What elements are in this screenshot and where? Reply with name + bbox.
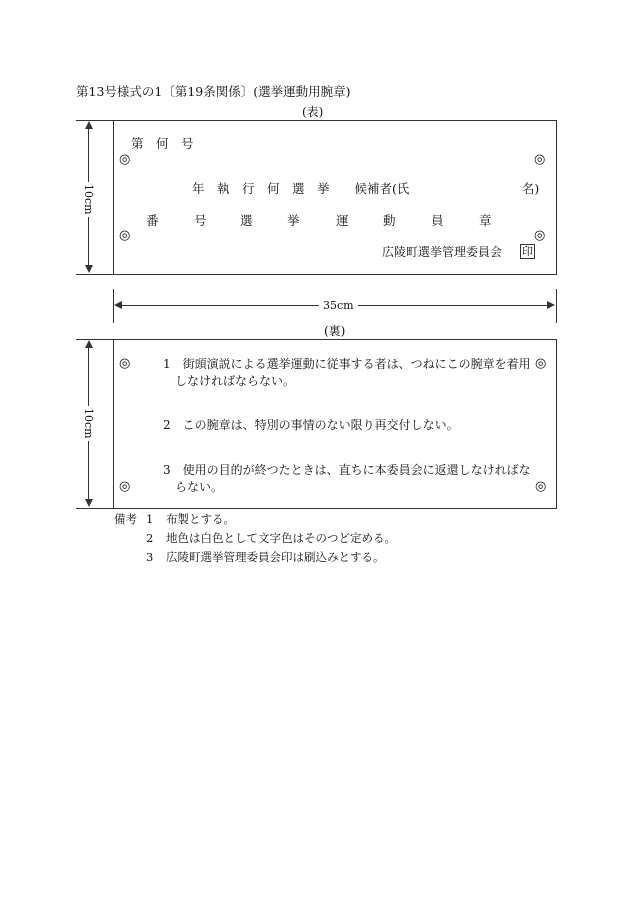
back-item-1-line-2: しなければならない。 <box>175 374 296 388</box>
arrow-down-icon <box>85 499 93 507</box>
remark-text: 広陵町選挙管理委員会印は刷込みとする。 <box>166 550 385 564</box>
arrow-down-icon <box>85 265 93 273</box>
remark-text: 地色は白色として文字色はそのつど定める。 <box>166 531 396 545</box>
back-item-3-line-2: らない。 <box>175 480 224 494</box>
armband-char: 番 <box>146 213 159 228</box>
front-election-line: 年 執 行 何 選 挙 候補者(氏 名) <box>192 181 540 196</box>
armband-back <box>113 339 557 509</box>
arrow-up-icon <box>85 121 93 129</box>
back-item-2: 2 この腕章は、特別の事情のない限り再交付しない。 <box>163 418 459 432</box>
remark-number: 2 <box>146 531 154 545</box>
armband-char: 章 <box>479 213 492 228</box>
back-ring-top-right-icon: ◎ <box>535 356 547 371</box>
remarks-title: 備考 <box>114 512 137 526</box>
armband-front <box>113 120 557 275</box>
document-heading: 第13号様式の1〔第19条関係〕(選挙運動用腕章) <box>76 84 351 99</box>
armband-char: 挙 <box>287 213 300 228</box>
front-dim-bottom-tick <box>76 274 113 275</box>
remark-text: 布製とする。 <box>166 512 235 526</box>
front-ring-top-left-icon: ◎ <box>119 152 131 167</box>
back-dim-top-tick <box>76 339 113 340</box>
front-ring-top-right-icon: ◎ <box>534 152 546 167</box>
back-ring-bottom-left-icon: ◎ <box>119 479 131 494</box>
front-height-label: 10cm <box>82 184 95 215</box>
remark-number: 3 <box>146 550 154 564</box>
back-item-3-line-1: 3 使用の目的が終つたときは、直ちに本委員会に返還しなければな <box>163 463 531 477</box>
front-number-line: 第 何 号 <box>131 136 194 151</box>
seal-icon: 印 <box>522 245 533 258</box>
arrow-right-icon <box>547 301 555 309</box>
width-label: 35cm <box>319 300 358 311</box>
back-caption: (裏) <box>324 324 346 338</box>
back-ring-top-left-icon: ◎ <box>119 356 131 371</box>
remark-number: 1 <box>146 512 154 526</box>
arrow-left-icon <box>114 301 122 309</box>
front-ring-bottom-left-icon: ◎ <box>119 228 131 243</box>
armband-char: 号 <box>194 213 207 228</box>
back-item-1-line-1: 1 街頭演説による選挙運動に従事する者は、つねにこの腕章を着用 <box>163 357 531 371</box>
front-caption: (表) <box>302 105 324 119</box>
back-dim-bottom-tick <box>76 508 113 509</box>
commission-name: 広陵町選挙管理委員会 <box>382 245 503 259</box>
width-dim-right-tick <box>556 289 557 323</box>
back-ring-bottom-right-icon: ◎ <box>535 479 547 494</box>
armband-char: 員 <box>431 213 444 228</box>
back-height-label: 10cm <box>82 408 95 439</box>
armband-char: 動 <box>383 213 396 228</box>
arrow-up-icon <box>85 340 93 348</box>
armband-char: 運 <box>336 213 349 228</box>
armband-char: 選 <box>240 213 253 228</box>
front-dim-top-tick <box>76 120 113 121</box>
front-ring-bottom-right-icon: ◎ <box>534 228 546 243</box>
